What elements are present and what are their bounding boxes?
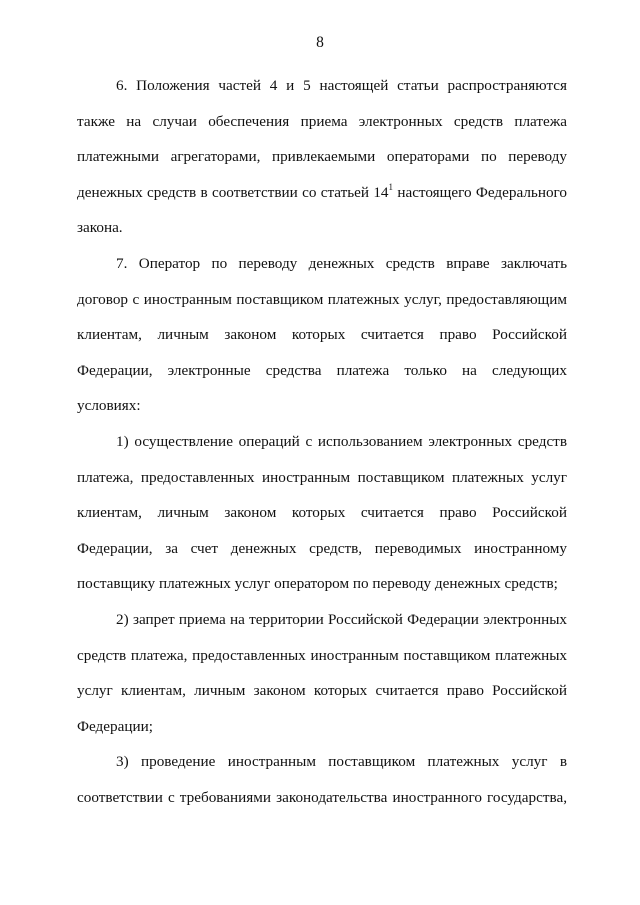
paragraph-line: Федерации, за счет денежных средств, переводимых иностранному [77, 539, 567, 557]
paragraph-7 [77, 246, 567, 424]
paragraph-line: 1) осуществление операций с использованием электронных средств [116, 432, 567, 450]
paragraph-line: платежными агрегаторами, привлекаемыми операторами по переводу [77, 148, 567, 166]
superscript: 1 [388, 181, 394, 192]
paragraph-line: клиентам, личным законом которых считается право Российской [77, 504, 567, 522]
paragraph-line: 7. Оператор по переводу денежных средств вправе заключать [116, 254, 567, 272]
paragraph-line-text-continued: настоящего Федерального [393, 183, 567, 201]
list-item-3 [77, 744, 567, 815]
paragraph-line: средств платежа, предоставленных иностранным поставщиком платежных [77, 646, 567, 664]
list-item-1 [77, 424, 567, 602]
paragraph-line: платежа, предоставленных иностранным поставщиком платежных услуг [77, 468, 567, 486]
paragraph-line: поставщику платежных услуг оператором по переводу денежных средств; [77, 575, 558, 593]
paragraph-line: Федерации; [77, 717, 153, 735]
paragraph-line: договор с иностранным поставщиком платежных услуг, предоставляющим [77, 290, 567, 308]
paragraph-line: 3) проведение иностранным поставщиком платежных услуг в [116, 753, 567, 771]
paragraph-line: услуг клиентам, личным законом которых считается право Российской [77, 682, 567, 700]
paragraph-line: 2) запрет приема на территории Российской Федерации электронных [116, 610, 567, 628]
list-item-2 [77, 602, 567, 744]
document-body [77, 68, 567, 815]
paragraph-6 [77, 68, 567, 246]
paragraph-line-text: денежных средств в соответствии со статьей 14 [77, 183, 389, 201]
page-number: 8 [316, 34, 324, 51]
paragraph-line: соответствии с требованиями законодательства иностранного государства, [77, 788, 567, 806]
paragraph-line-with-superscript [77, 175, 567, 211]
paragraph-line: условиях: [77, 397, 141, 415]
paragraph-line: также на случаи обеспечения приема электронных средств платежа [77, 112, 567, 130]
paragraph-line: закона. [77, 219, 123, 237]
paragraph-line: 6. Положения частей 4 и 5 настоящей статьи распространяются [116, 77, 567, 94]
paragraph-line: Федерации, электронные средства платежа только на следующих [77, 361, 567, 379]
paragraph-line: клиентам, личным законом которых считается право Российской [77, 326, 567, 344]
